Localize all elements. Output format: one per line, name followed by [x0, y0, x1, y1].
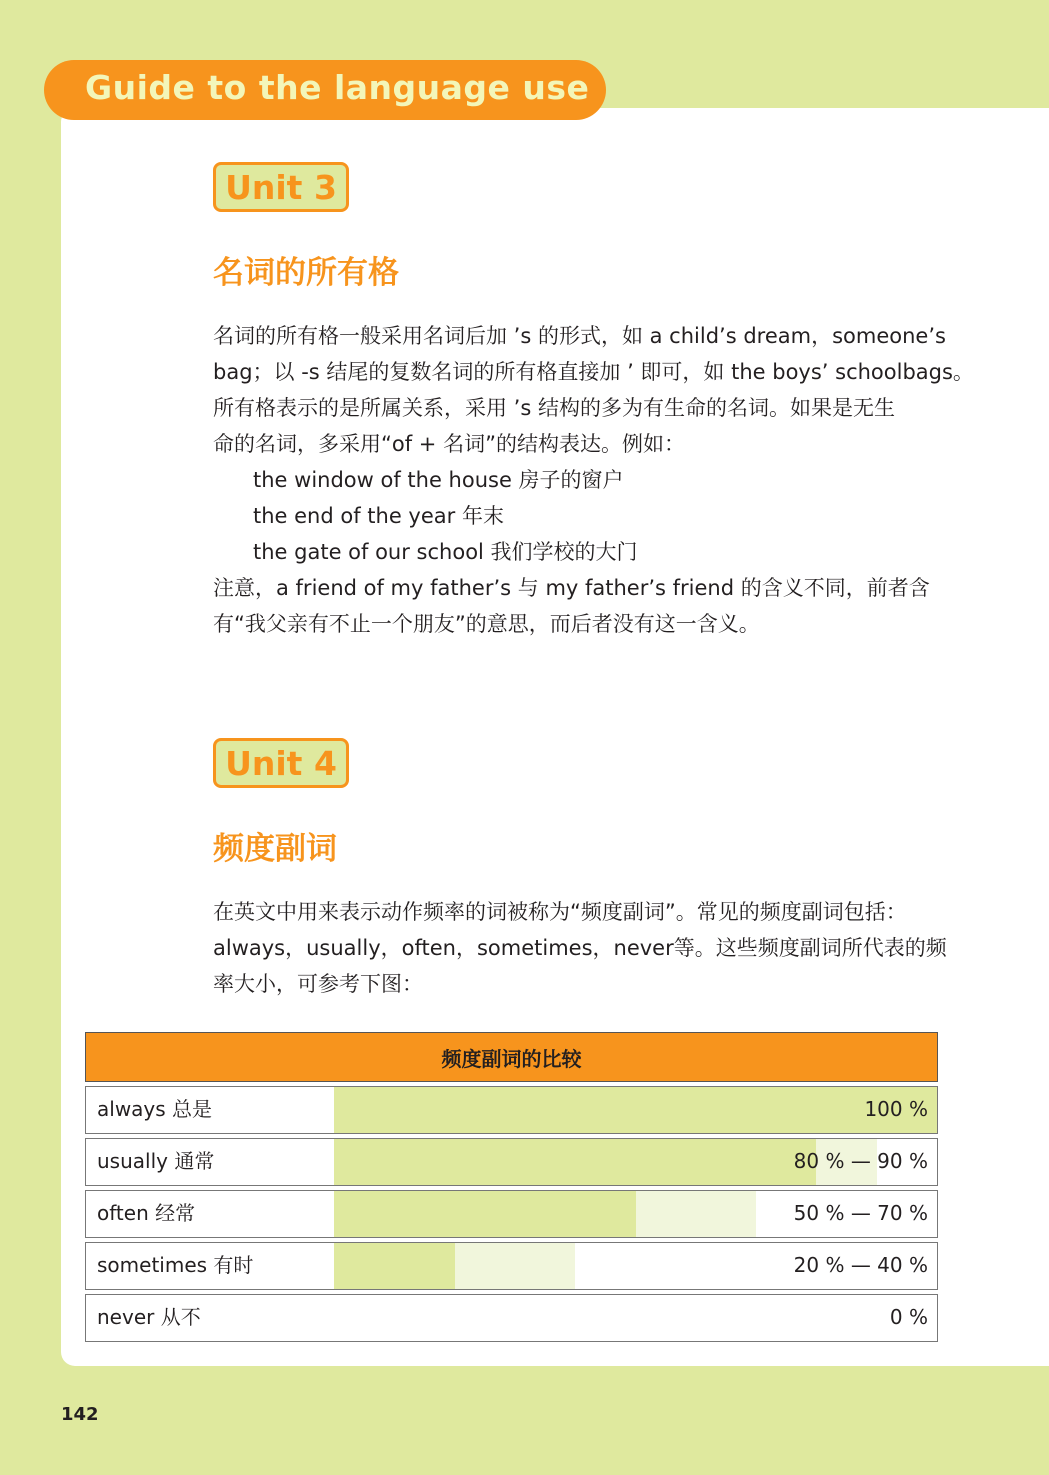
- frequency-bar-solid: [334, 1087, 937, 1133]
- row-label: always 总是: [97, 1097, 213, 1121]
- unit-3-paragraph-line: 命的名词，多采用“of + 名词”的结构表达。例如：: [213, 432, 685, 456]
- unit-3-example-line: the window of the house 房子的窗户: [253, 468, 624, 492]
- unit-4-paragraph-line: 在英文中用来表示动作频率的词被称为“频度副词”。常见的频度副词包括：: [213, 900, 907, 924]
- unit-4-paragraph-line: 率大小，可参考下图：: [213, 972, 423, 996]
- unit-3-paragraph-line: bag；以 -s 结尾的复数名词的所有格直接加 ’ 即可，如 the boys’ schoolbags。: [213, 360, 974, 384]
- frequency-bar-solid: [334, 1139, 816, 1185]
- unit-3-heading: 名词的所有格: [213, 255, 399, 291]
- frequency-bar-range: [636, 1191, 757, 1237]
- unit-3-paragraph-line: 名词的所有格一般采用名词后加 ’s 的形式，如 a child’s dream，someone’s: [213, 324, 946, 348]
- table-row: [85, 1086, 938, 1134]
- frequency-bar-range: [455, 1243, 576, 1289]
- unit-3-badge: Unit 3: [213, 162, 349, 212]
- row-value: 100 %: [864, 1097, 928, 1121]
- unit-4-paragraph-line: always，usually，often，sometimes，never等。这些频度副词所代表的频: [213, 936, 947, 960]
- unit-4-badge: Unit 4: [213, 738, 349, 788]
- row-value: 20 % — 40 %: [793, 1253, 928, 1277]
- row-label: often 经常: [97, 1201, 196, 1225]
- table-row: [85, 1190, 938, 1238]
- frequency-bar-area: [334, 1087, 937, 1133]
- unit-4-heading: 频度副词: [213, 831, 337, 867]
- unit-3-example-line: the end of the year 年末: [253, 504, 504, 528]
- header-title: Guide to the language use: [85, 68, 590, 107]
- frequency-bar-solid: [334, 1243, 455, 1289]
- unit-3-paragraph-line: 有“我父亲有不止一个朋友”的意思，而后者没有这一含义。: [213, 612, 760, 636]
- row-value: 0 %: [889, 1305, 928, 1329]
- unit-3-paragraph-line: 注意，a friend of my father’s 与 my father’s friend 的含义不同，前者含: [213, 576, 930, 600]
- row-label: never 从不: [97, 1305, 201, 1329]
- unit-3-example-line: the gate of our school 我们学校的大门: [253, 540, 638, 564]
- page-number: 142: [61, 1404, 99, 1425]
- table-row: [85, 1138, 938, 1186]
- table-title: 频度副词的比较: [85, 1032, 938, 1082]
- table-row: [85, 1294, 938, 1342]
- frequency-table: [85, 1032, 938, 1342]
- row-value: 50 % — 70 %: [793, 1201, 928, 1225]
- row-label: sometimes 有时: [97, 1253, 254, 1277]
- frequency-bar-area: [334, 1295, 937, 1341]
- frequency-bar-solid: [334, 1191, 636, 1237]
- row-label: usually 通常: [97, 1149, 215, 1173]
- unit-3-paragraph-line: 所有格表示的是所属关系，采用 ’s 结构的多为有生命的名词。如果是无生: [213, 396, 895, 420]
- table-row: [85, 1242, 938, 1290]
- row-value: 80 % — 90 %: [793, 1149, 928, 1173]
